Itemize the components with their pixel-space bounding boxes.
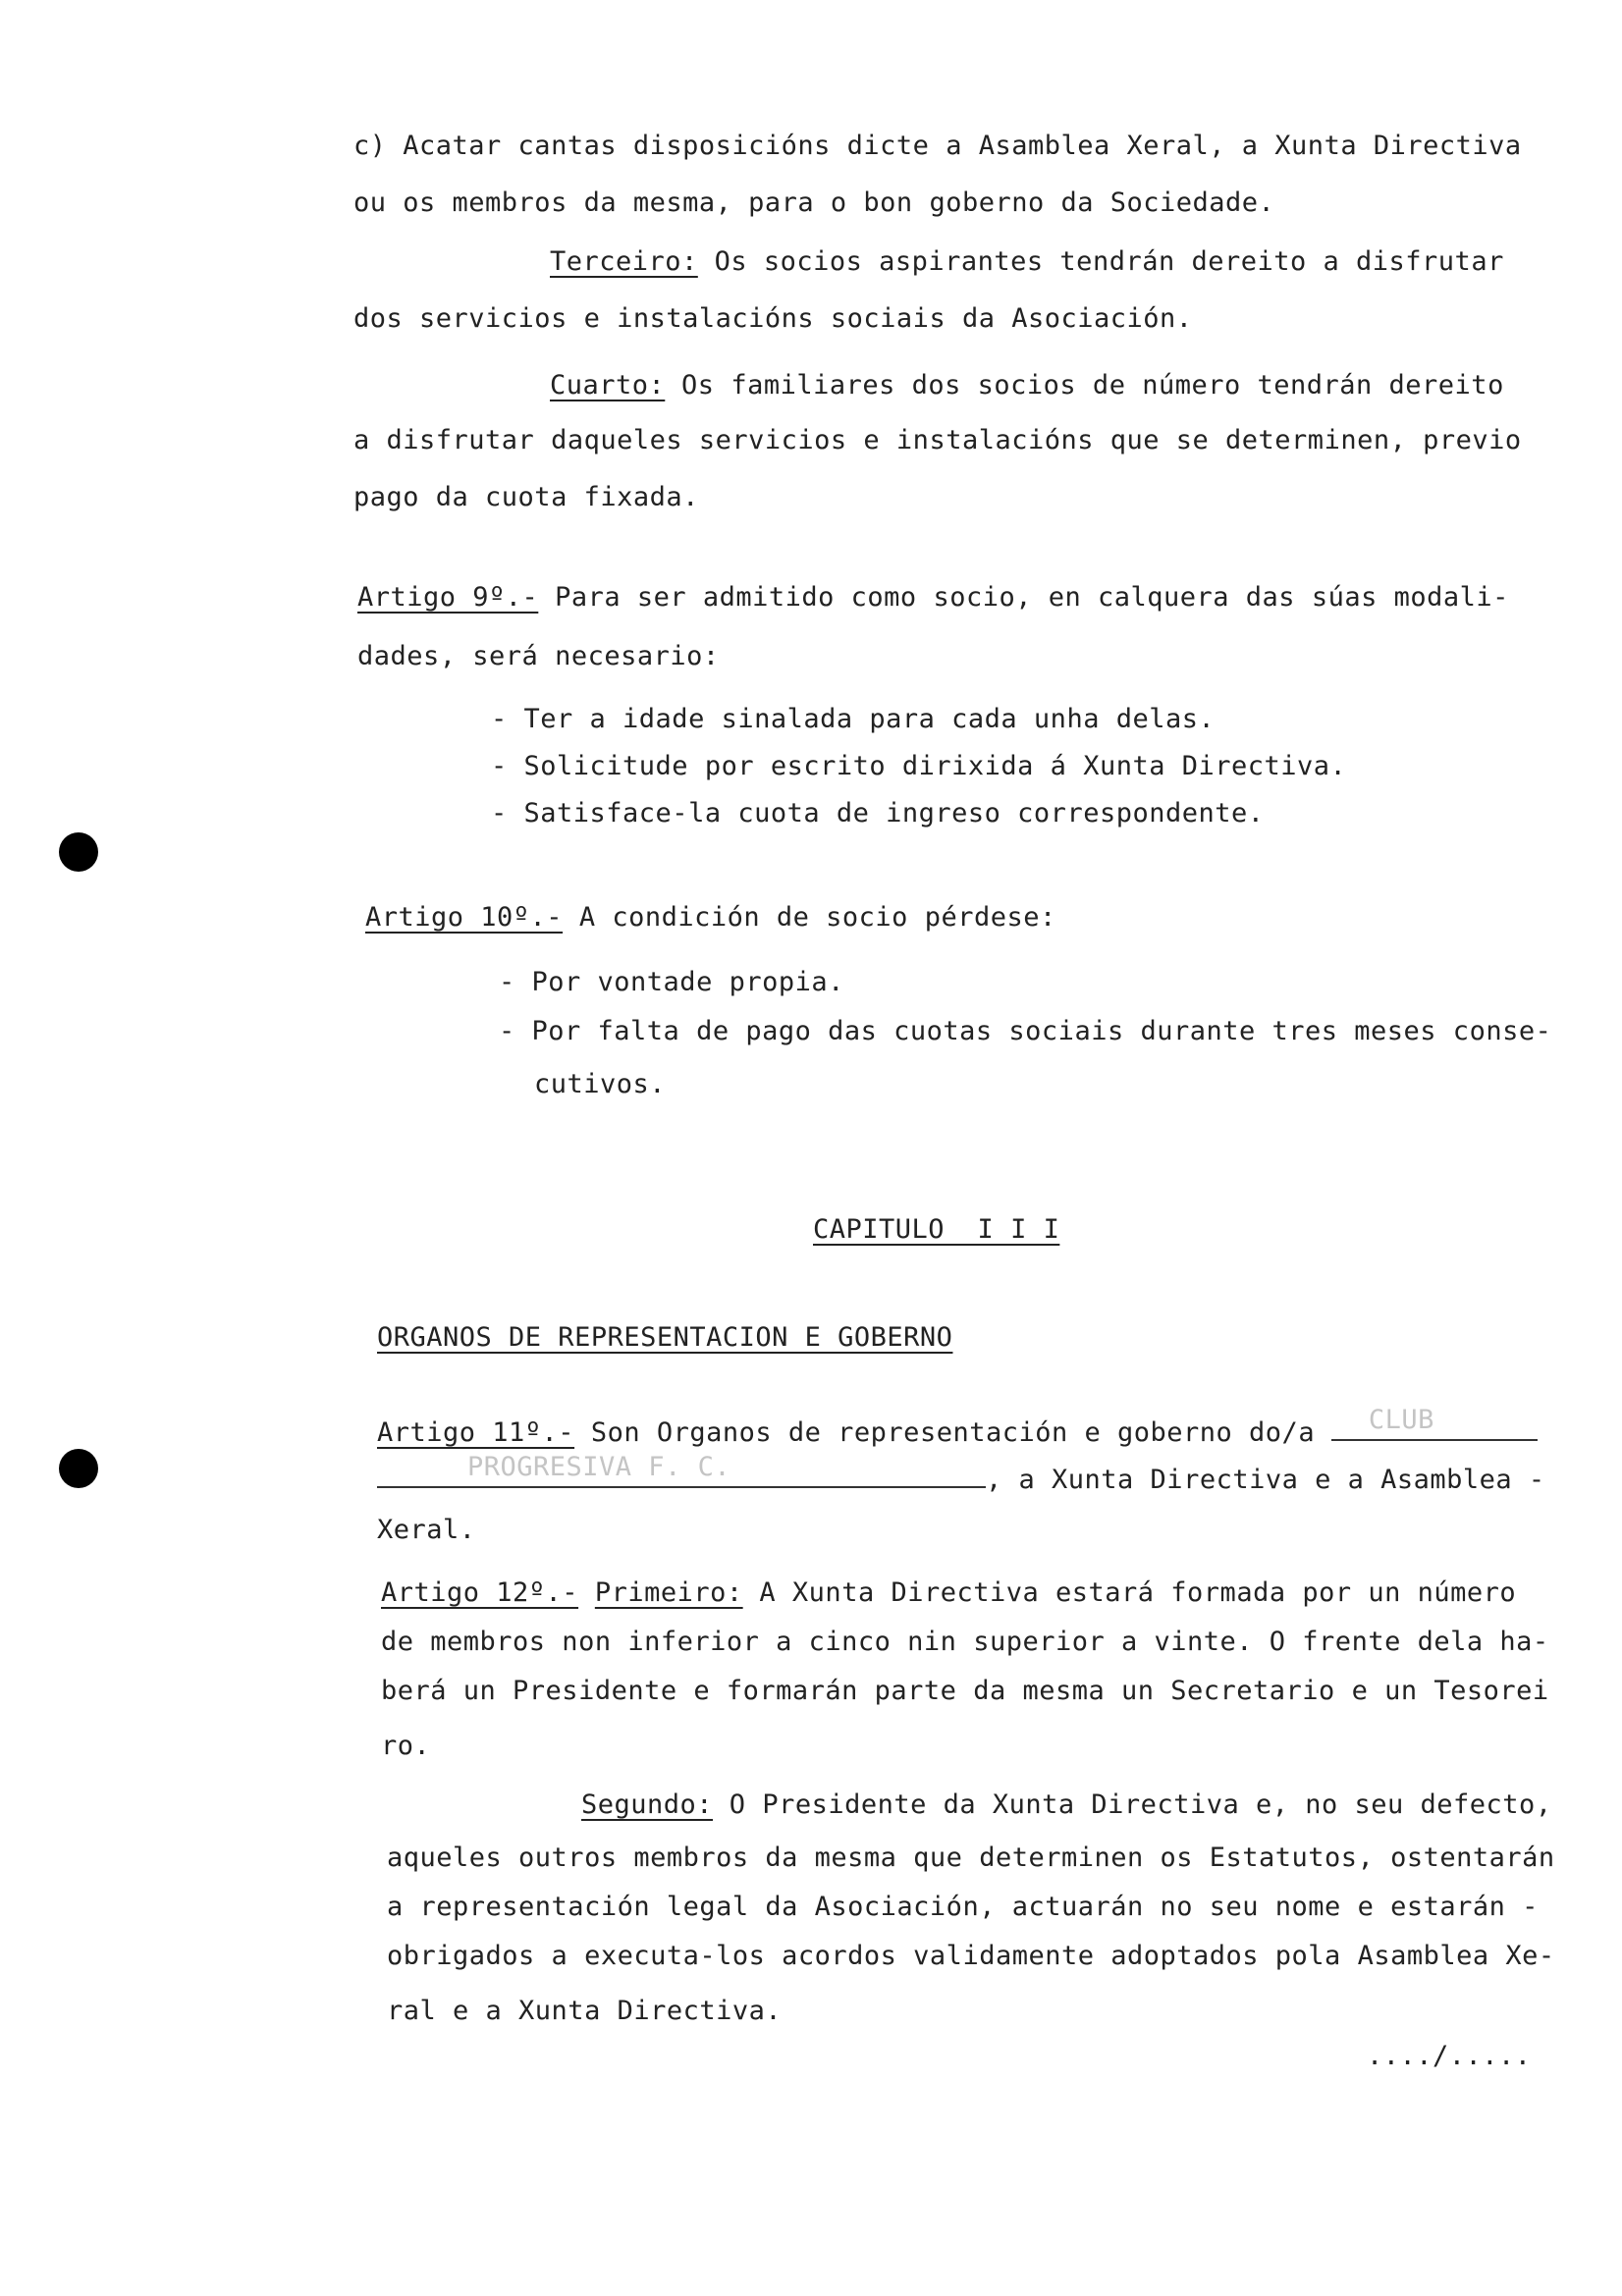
- artigo9-line-1: [357, 581, 1509, 614]
- artigo12-text-5: O Presidente da Xunta Directiva e, no seu defecto,: [713, 1789, 1552, 1820]
- terceiro-line-1: [550, 245, 1504, 279]
- artigo12-line-8: obrigados a executa-los acordos validamente adoptados pola Asamblea Xe-: [387, 1941, 1555, 1971]
- artigo11-line-3: Xeral.: [377, 1515, 476, 1545]
- artigo10-label: Artigo 10º.-: [365, 902, 564, 933]
- artigo9-item: - Satisface-la cuota de ingreso correspondente.: [491, 798, 1265, 828]
- section-title: ORGANOS DE REPRESENTACION E GOBERNO: [377, 1322, 953, 1353]
- artigo10-item: cutivos.: [534, 1069, 667, 1099]
- artigo11-line-2: [377, 1452, 1545, 1497]
- artigo11-label: Artigo 11º.-: [377, 1417, 575, 1448]
- chapter-title: CAPITULO I I I: [813, 1214, 1060, 1245]
- artigo11-filled-1: CLUB: [1368, 1405, 1434, 1435]
- primeiro-label: Primeiro:: [594, 1577, 743, 1608]
- terceiro-label: Terceiro:: [550, 246, 698, 277]
- artigo10-text: A condición de socio pérdese:: [563, 902, 1056, 933]
- terceiro-text: Os socios aspirantes tendrán dereito a disfrutar: [697, 246, 1504, 277]
- cuarto-line-2: a disfrutar daqueles servicios e instalacións que se determinen, previo: [353, 425, 1522, 455]
- artigo9-item: - Ter a idade sinalada para cada unha delas.: [491, 704, 1216, 734]
- artigo12-line-3: berá un Presidente e formarán parte da mesma un Secretario e un Tesorei: [381, 1676, 1549, 1706]
- artigo10-item: - Por falta de pago das cuotas sociais durante tres meses conse-: [499, 1016, 1552, 1046]
- punch-hole-bottom: [59, 1449, 98, 1488]
- continuation-mark: ..../.....: [1367, 2041, 1532, 2071]
- artigo12-text-1: A Xunta Directiva estará formada por un número: [742, 1577, 1517, 1608]
- artigo11-line-1: [377, 1405, 1538, 1450]
- artigo12-line-7: a representación legal da Asociación, actuarán no seu nome e estarán -: [387, 1892, 1539, 1922]
- cuarto-label: Cuarto:: [550, 370, 666, 400]
- terceiro-line-2: dos servicios e instalacións sociais da Asociación.: [353, 303, 1193, 334]
- cuarto-line-1: [550, 369, 1504, 402]
- artigo9-line-2: dades, será necesario:: [357, 641, 720, 671]
- segundo-label: Segundo:: [581, 1789, 714, 1820]
- artigo9-label: Artigo 9º.-: [357, 582, 539, 613]
- punch-hole-top: [59, 832, 98, 872]
- cuarto-text: Os familiares dos socios de número tendrán dereito: [665, 370, 1504, 400]
- artigo11-text: Son Organos de representación e goberno do/a: [574, 1417, 1331, 1448]
- para-c-line-1: c) Acatar cantas disposicións dicte a Asamblea Xeral, a Xunta Directiva: [353, 131, 1522, 161]
- artigo10-line-1: [365, 901, 1056, 934]
- artigo12-label: Artigo 12º.-: [381, 1577, 579, 1608]
- artigo12-line-1: [381, 1576, 1516, 1610]
- artigo11-text-2: , a Xunta Directiva e a Asamblea -: [986, 1465, 1545, 1495]
- artigo12-line-6: aqueles outros membros da mesma que determinen os Estatutos, ostentarán: [387, 1842, 1555, 1873]
- artigo10-item: - Por vontade propia.: [499, 967, 844, 997]
- artigo12-line-9: ral e a Xunta Directiva.: [387, 1996, 783, 2026]
- para-c-line-2: ou os membros da mesma, para o bon goberno da Sociedade.: [353, 187, 1275, 218]
- artigo9-text: Para ser admitido como socio, en calquera das súas modali-: [538, 582, 1509, 613]
- artigo9-item: - Solicitude por escrito dirixida á Xunta Directiva.: [491, 751, 1347, 781]
- cuarto-line-3: pago da cuota fixada.: [353, 482, 699, 512]
- artigo11-filled-2: PROGRESIVA F. C.: [467, 1452, 731, 1482]
- artigo12-line-4: ro.: [381, 1731, 431, 1761]
- artigo12-line-5: [581, 1789, 1552, 1822]
- artigo12-line-2: de membros non inferior a cinco nin superior a vinte. O frente dela ha-: [381, 1627, 1549, 1657]
